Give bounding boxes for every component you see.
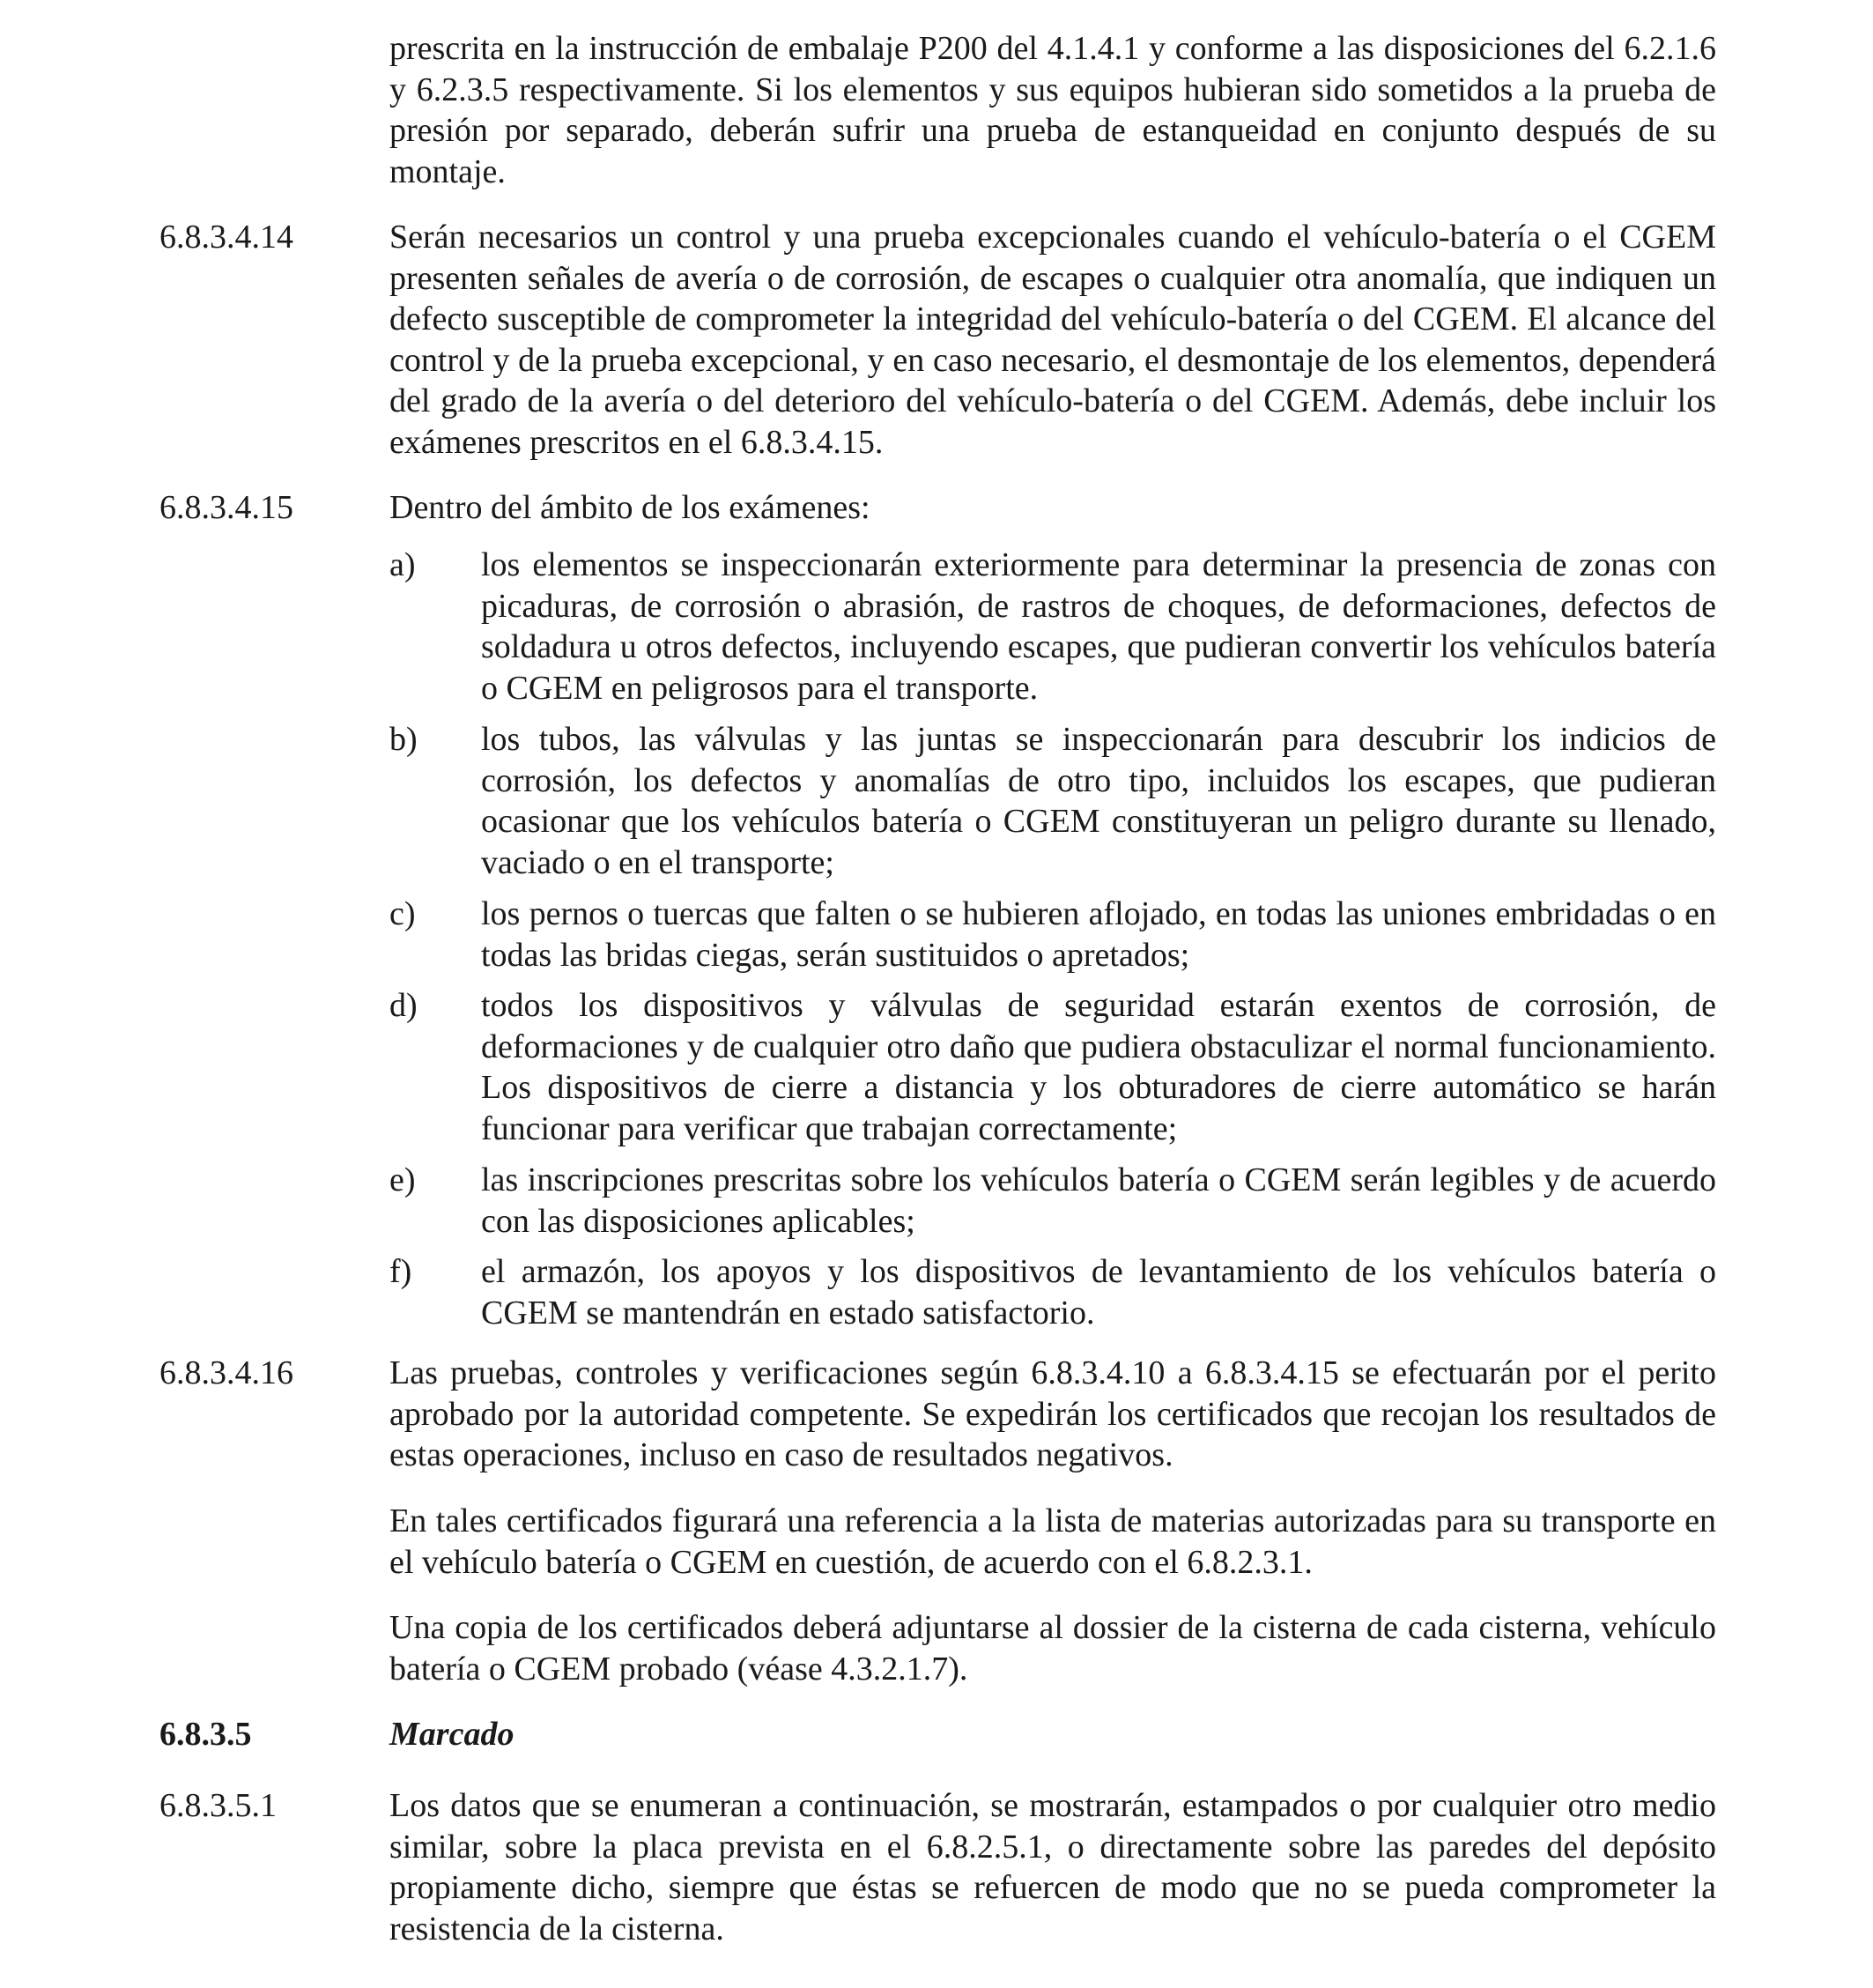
list-item-label-b: b) [389, 721, 418, 758]
continuation-paragraph: prescrita en la instrucción de embalaje P200 del 4.1.4.1 y conforme a las disposiciones del 6.2.1.6 y 6.2.3.5 respectivamente. Si los elementos y sus equipos hubieran sido sometidos a la prueba de presión por separado, deberán sufrir una prueba de estanqueidad en conjunto después de su montaje. [389, 30, 1716, 190]
section-text-6-8-3-4-15: Dentro del ámbito de los exámenes: [389, 489, 870, 526]
section-number-6-8-3-5-1: 6.8.3.5.1 [159, 1787, 277, 1824]
list-item-text-d: todos los dispositivos y válvulas de seguridad estarán exentos de corrosión, de deformaciones y de cualquier otro daño que pudiera obstaculizar el normal funcionamiento. Los dispositivos de cierre a distancia y los obturadores de cierre automático se harán funcionar para verificar que trabajan correctamente; [481, 987, 1716, 1147]
section-text-6-8-3-4-14: Serán necesarios un control y una prueba excepcionales cuando el vehículo-batería o el CGEM presenten señales de avería o de corrosión, de escapes o cualquier otra anomalía, que indiquen un defecto susceptible de comprometer la integridad del vehículo-batería o del CGEM. El alcance del control y de la prueba excepcional, y en caso necesario, el desmontaje de los elementos, dependerá del grado de la avería o del deterioro del vehículo-batería o del CGEM. Además, debe incluir los exámenes prescritos en el 6.8.3.4.15. [389, 219, 1716, 461]
section-number-6-8-3-5: 6.8.3.5 [159, 1716, 252, 1753]
list-item-label-a: a) [389, 546, 416, 583]
list-item-text-b: los tubos, las válvulas y las juntas se inspeccionarán para descubrir los indicios de corrosión, los defectos y anomalías de otro tipo, incluidos los escapes, que pudieran ocasionar que los vehículos batería o CGEM constituyeran un peligro durante su llenado, vaciado o en el transporte; [481, 721, 1716, 881]
section-paragraph-6-8-3-4-16-3: Una copia de los certificados deberá adjuntarse al dossier de la cisterna de cada cisterna, vehículo batería o CGEM probado (véase 4.3.2.1.7). [389, 1609, 1716, 1688]
section-number-6-8-3-4-14: 6.8.3.4.14 [159, 219, 293, 256]
section-number-6-8-3-4-16: 6.8.3.4.16 [159, 1354, 293, 1391]
list-item-label-c: c) [389, 895, 416, 932]
section-paragraph-6-8-3-4-16-2: En tales certificados figurará una referencia a la lista de materias autorizadas para su transporte en el vehículo batería o CGEM en cuestión, de acuerdo con el 6.8.2.3.1. [389, 1502, 1716, 1581]
section-text-6-8-3-5-1: Los datos que se enumeran a continuación, se mostrarán, estampados o por cualquier otro medio similar, sobre la placa prevista en el 6.8.2.5.1, o directamente sobre las paredes del depósito propiamente dicho, siempre que éstas se refuercen de modo que no se pueda comprometer la resistencia de la cisterna. [389, 1787, 1716, 1947]
list-item-label-d: d) [389, 987, 418, 1024]
section-title-marcado: Marcado [389, 1716, 515, 1753]
list-item-label-e: e) [389, 1161, 416, 1198]
section-paragraph-6-8-3-4-16-1: Las pruebas, controles y verificaciones según 6.8.3.4.10 a 6.8.3.4.15 se efectuarán por el perito aprobado por la autoridad competente. Se expedirán los certificados que recojan los resultados de estas operaciones, incluso en caso de resultados negativos. [389, 1354, 1716, 1473]
list-item-text-f: el armazón, los apoyos y los dispositivos de levantamiento de los vehículos batería o CGEM se mantendrán en estado satisfactorio. [481, 1253, 1716, 1332]
section-number-6-8-3-4-15: 6.8.3.4.15 [159, 489, 293, 526]
list-item-text-e: las inscripciones prescritas sobre los vehículos batería o CGEM serán legibles y de acuerdo con las disposiciones aplicables; [481, 1161, 1716, 1240]
list-item-label-f: f) [389, 1253, 412, 1290]
list-item-text-c: los pernos o tuercas que falten o se hubieren aflojado, en todas las uniones embridadas o en todas las bridas ciegas, serán sustituidos o apretados; [481, 895, 1716, 974]
list-item-text-a: los elementos se inspeccionarán exteriormente para determinar la presencia de zonas con picaduras, de corrosión o abrasión, de rastros de choques, de deformaciones, defectos de soldadura u otros defectos, incluyendo escapes, que pudieran convertir los vehículos batería o CGEM en peligrosos para el transporte. [481, 546, 1716, 707]
